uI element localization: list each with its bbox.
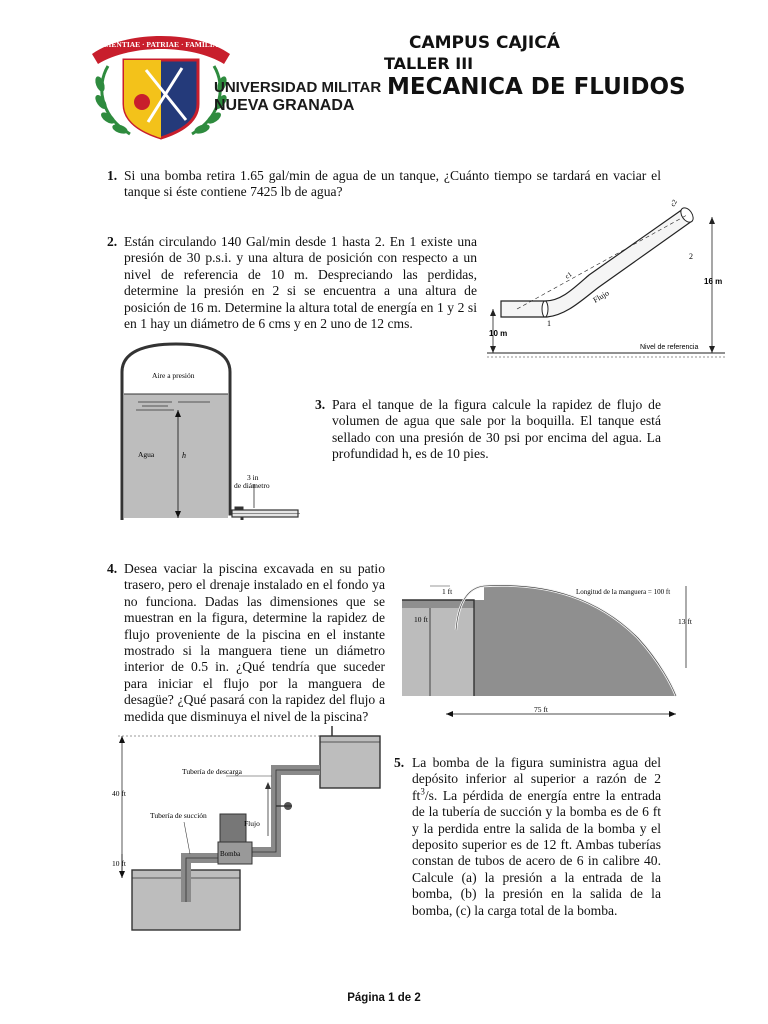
page-footer: Página 1 de 2	[347, 992, 421, 1004]
figure-pipe-elevation	[487, 193, 727, 365]
fig4-label-10ft: 10 ft	[414, 615, 428, 624]
fig5-label-10ft: 10 ft	[112, 859, 126, 868]
fig3-label-h: h	[182, 451, 186, 460]
fig4-label-13ft: 13 ft	[678, 617, 692, 626]
problem-5-text-b: /s. La pérdida de energía entre la entrada de la tubería de succión y la bomba es de 6 ft y la perdida entre la salida de la bomba y el deposito superior es de 12 ft. Ambas tuberías constan de tubos de acero de 6 in calibre 40. Calcule (a) la presión a la entrada de la bomba, (b) la presión en la salida de la bomba, (c) la carga total de la bomba.	[412, 787, 661, 918]
problem-4-text: Desea vaciar la piscina excavada en su patio trasero, pero el drenaje instalado en el fondo ya no funciona. Dadas las dimensiones que se muestran en la figura, determine la rapidez de flujo proveniente de la piscina en el instante mostrado si la manguera tiene un diámetro interior de 0.5 in. ¿Qué tendría que suceder para iniciar el flujo por la manguera de desagüe? ¿Qué pasará con la rapidez del flujo a medida que disminuya el nivel de la piscina?	[124, 561, 385, 724]
fig3-label-diam-2: de diámetro	[234, 481, 270, 490]
figure-pressurized-tank	[114, 342, 304, 526]
fig2-label-nivel: Nivel de referencia	[640, 344, 699, 351]
fig5-label-pump: Bomba	[220, 850, 241, 858]
fig3-label-air: Aire a presión	[152, 371, 195, 380]
fig2-label-c1: c1	[563, 270, 574, 281]
figure-pump-system	[108, 726, 384, 932]
fig3-label-water: Agua	[138, 450, 155, 459]
fig2-label-flujo: Flujo	[591, 288, 611, 305]
fig5-label-suction: Tubería de succión	[150, 811, 207, 820]
fig4-label-1ft: 1 ft	[442, 587, 453, 596]
fig5-label-flow: Flujo	[244, 819, 260, 828]
problem-1-number: 1.	[107, 168, 118, 183]
problem-5-number: 5.	[394, 755, 405, 770]
figure-pool-siphon	[400, 576, 692, 720]
problem-5-text-a: La bomba de la figura suministra agua del depósito inferior al superior a razón de 2 ft	[412, 755, 661, 803]
fig2-label-10m: 10 m	[489, 329, 508, 338]
fig2-label-16m: 16 m	[704, 277, 723, 286]
problem-2-text: Están circulando 140 Gal/min desde 1 hasta 2. En 1 existe una presión de 30 p.s.i. y una altura de posición con respecto a un nivel de referencia de 10 m. Despreciando las perdidas, determine la presión en 2 si se encuentra a una altura de posición de 16 m. Determine la altura total de energía en 1 y 2 si en 1 hay un diámetro de 6 cms y en 2 uno de 12 cms.	[124, 234, 477, 332]
fig2-label-1: 1	[547, 319, 551, 328]
campus-title: CAMPUS CAJICÁ	[409, 33, 560, 53]
logo-ribbon-text: SCIENTIAE · PATRIAE · FAMILIAE	[98, 40, 224, 49]
fig2-label-2: 2	[689, 252, 693, 261]
problem-4-number: 4.	[107, 561, 118, 576]
problem-3-text: Para el tanque de la figura calcule la rapidez de flujo de volumen de agua que sale por la boquilla. El tanque está sellado con una presión de 30 psi por encima del agua. La profundidad h, es de 10 pies.	[332, 397, 661, 462]
fig2-label-c2: c2	[668, 198, 680, 208]
logo-university-line2: NUEVA GRANADA	[214, 97, 355, 114]
problem-2-number: 2.	[107, 234, 118, 249]
fig4-label-75ft: 75 ft	[534, 705, 548, 714]
logo-emblem	[86, 26, 382, 144]
fig5-label-discharge: Tubería de descarga	[182, 767, 242, 776]
problem-1-text: Si una bomba retira 1.65 gal/min de agua de un tanque, ¿Cuánto tiempo se tardará en vaciar el tanque si éste contiene 7425 lb de agua?	[124, 168, 661, 200]
fig3-label-diam-1: 3 in	[247, 473, 259, 482]
problem-5-text	[412, 755, 661, 919]
university-logo	[86, 26, 382, 144]
subject-title: MECANICA DE FLUIDOS	[387, 74, 686, 100]
problem-3-number: 3.	[315, 397, 326, 412]
fig5-label-40ft: 40 ft	[112, 789, 126, 798]
fig4-label-hose: Longitud de la manguera = 100 ft	[576, 588, 671, 596]
taller-title: TALLER III	[384, 54, 474, 73]
problem-5-superscript: 3	[420, 786, 425, 797]
logo-university-line1: UNIVERSIDAD MILITAR	[214, 79, 382, 96]
